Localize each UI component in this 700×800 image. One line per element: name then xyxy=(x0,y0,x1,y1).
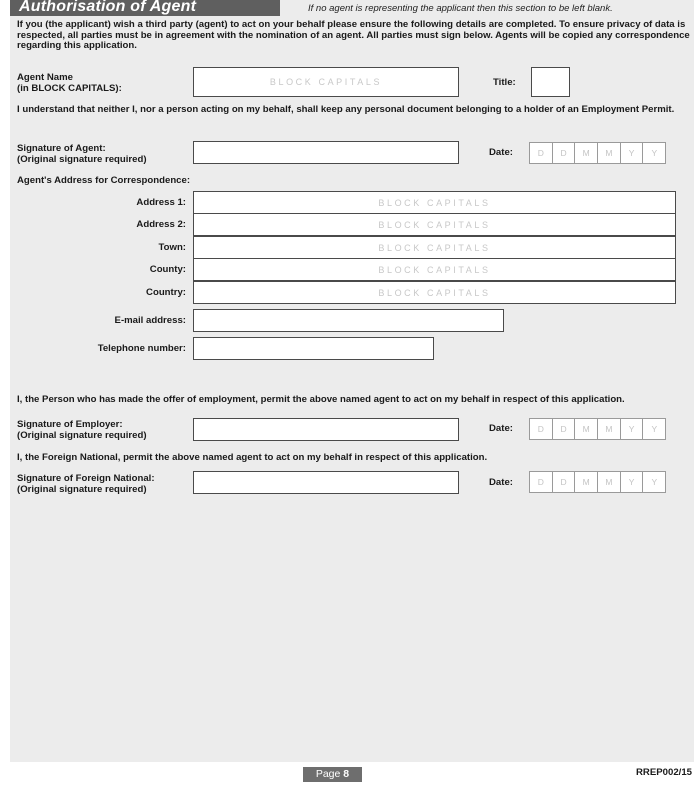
intro-paragraph: If you (the applicant) wish a third party (agent) to act on your behalf please ensure the following details are completed. To ensure privacy of data is respected, all parties must be in agreement with the nomination of an agent. All parties must sign below. Agents will be copied any correspondence regarding this application. xyxy=(17,19,690,51)
section-title: Authorisation of Agent xyxy=(19,0,197,15)
foreign-national-date-month1[interactable]: M xyxy=(574,471,598,493)
page-number: 8 xyxy=(343,768,350,780)
title-input[interactable] xyxy=(531,67,570,97)
address1-input[interactable] xyxy=(193,191,676,214)
page-number-badge xyxy=(303,767,362,782)
foreign-national-date-field[interactable] xyxy=(529,471,665,493)
county-label: County: xyxy=(149,264,186,275)
county-input[interactable] xyxy=(193,258,676,281)
employer-date-label: Date: xyxy=(489,423,513,434)
telephone-input[interactable] xyxy=(193,337,434,360)
agent-signature-label-line1: Signature of Agent: xyxy=(17,143,106,154)
employer-signature-field[interactable] xyxy=(193,418,459,441)
foreign-national-signature-label-line2: (Original signature required) xyxy=(17,483,147,495)
agent-signature-field[interactable] xyxy=(193,141,459,164)
agent-date-month1[interactable]: M xyxy=(574,142,598,164)
employer-signature-label-line2: (Original signature required) xyxy=(17,429,147,441)
agent-signature-label-line2: (Original signature required) xyxy=(17,153,147,165)
town-input[interactable] xyxy=(193,236,676,259)
employer-date-field[interactable] xyxy=(529,418,665,440)
form-code: RREP002/15 xyxy=(636,767,692,778)
country-label: Country: xyxy=(146,287,186,298)
foreign-national-signature-field[interactable] xyxy=(193,471,459,494)
foreign-national-date-day2[interactable]: D xyxy=(552,471,576,493)
email-input[interactable] xyxy=(193,309,504,332)
title-label: Title: xyxy=(493,77,516,88)
employer-date-year1[interactable]: Y xyxy=(620,418,644,440)
employer-signature-label-line1: Signature of Employer: xyxy=(17,419,123,430)
employer-date-year2[interactable]: Y xyxy=(642,418,666,440)
agent-date-day2[interactable]: D xyxy=(552,142,576,164)
employer-date-month1[interactable]: M xyxy=(574,418,598,440)
town-placeholder: BLOCK CAPITALS xyxy=(378,242,491,253)
employer-signature-label xyxy=(17,420,147,441)
address2-placeholder: BLOCK CAPITALS xyxy=(378,219,491,230)
agent-name-placeholder: BLOCK CAPITALS xyxy=(269,77,383,87)
foreign-national-date-month2[interactable]: M xyxy=(597,471,621,493)
county-placeholder: BLOCK CAPITALS xyxy=(378,264,491,275)
foreign-national-statement: I, the Foreign National, permit the above named agent to act on my behalf in respect of this application. xyxy=(17,452,488,463)
agent-name-label-line2: (in BLOCK CAPITALS): xyxy=(17,82,122,94)
section-note: If no agent is representing the applicant then this section to be left blank. xyxy=(308,3,613,14)
agent-date-day1[interactable]: D xyxy=(529,142,553,164)
address1-placeholder: BLOCK CAPITALS xyxy=(378,197,491,208)
foreign-national-date-label: Date: xyxy=(489,477,513,488)
town-label: Town: xyxy=(158,242,186,253)
address-heading: Agent's Address for Correspondence: xyxy=(17,175,191,186)
agent-signature-label xyxy=(17,144,147,165)
country-input[interactable] xyxy=(193,281,676,304)
country-placeholder: BLOCK CAPITALS xyxy=(378,287,491,298)
address1-label: Address 1: xyxy=(136,197,186,208)
agent-date-label: Date: xyxy=(489,147,513,158)
agent-name-label-line1: Agent Name xyxy=(17,72,73,83)
email-label: E-mail address: xyxy=(114,315,186,326)
foreign-national-date-day1[interactable]: D xyxy=(529,471,553,493)
employer-date-day2[interactable]: D xyxy=(552,418,576,440)
agent-date-year2[interactable]: Y xyxy=(642,142,666,164)
foreign-national-signature-label-line1: Signature of Foreign National: xyxy=(17,473,155,484)
address2-input[interactable] xyxy=(193,213,676,236)
page-word: Page xyxy=(315,768,341,780)
agent-name-input[interactable] xyxy=(193,67,459,97)
address2-label: Address 2: xyxy=(136,219,186,230)
employer-date-month2[interactable]: M xyxy=(597,418,621,440)
agent-date-year1[interactable]: Y xyxy=(620,142,644,164)
foreign-national-date-year1[interactable]: Y xyxy=(620,471,644,493)
declaration-text: I understand that neither I, nor a person acting on my behalf, shall keep any personal document belonging to a holder of an Employment Permit. xyxy=(17,104,675,115)
employer-statement: I, the Person who has made the offer of employment, permit the above named agent to act on my behalf in respect of this application. xyxy=(17,394,625,405)
employer-date-day1[interactable]: D xyxy=(529,418,553,440)
foreign-national-signature-label xyxy=(17,474,155,495)
agent-date-month2[interactable]: M xyxy=(597,142,621,164)
agent-date-field[interactable] xyxy=(529,142,665,164)
telephone-label: Telephone number: xyxy=(97,343,186,354)
agent-name-label xyxy=(17,73,122,94)
foreign-national-date-year2[interactable]: Y xyxy=(642,471,666,493)
